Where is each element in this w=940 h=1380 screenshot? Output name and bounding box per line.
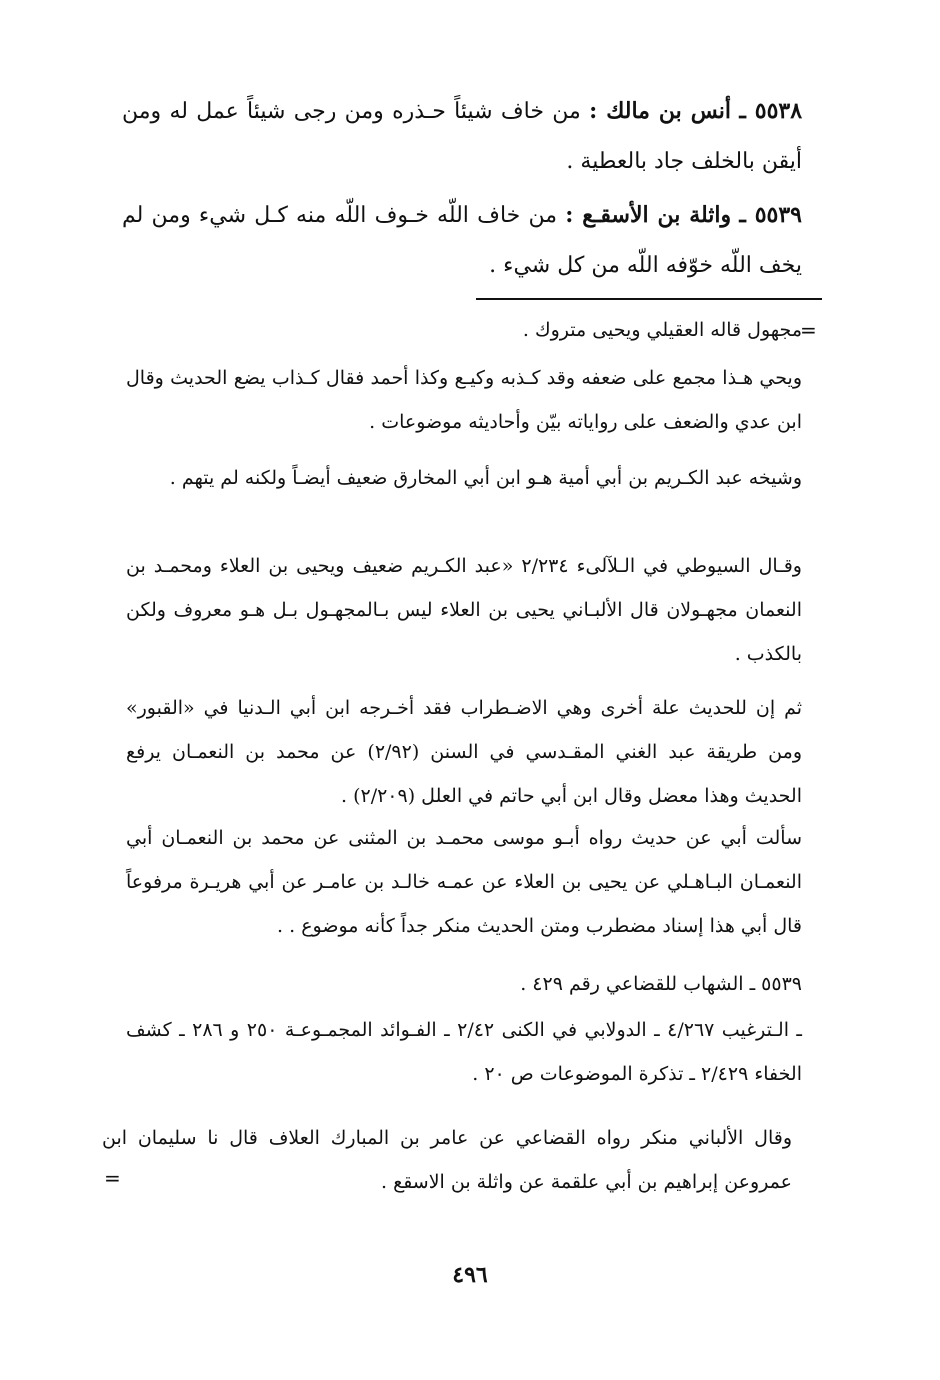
footnote-paragraph: مجهول قاله العقيلي ويحيى متروك . [522,319,802,341]
hadith-number: ٥٥٣٩ ـ [739,202,802,228]
page-number: ٤٩٦ [452,1262,488,1288]
footnote-paragraph: سألت أبي عن حديث رواه أبـو موسى محمـد بن المثنى عن محمد بن النعمـان أبي النعمـان البـاهـلي عن يحيى بن العلاء عن عمـه خالـد بن عامـر عن أبي هريـرة مرفوعاً قال أبي هذا إسناد مضطرب ومتن الحديث منكر جداً كأنه موضوع . . [126,827,802,937]
footnote-paragraph: وقال الألباني منكر رواه القضاعي عن عامر بن المبارك العلاف قال نا سليمان ابن عمروعن إبراهيم بن أبي علقمة عن واثلة بن الاسقع . [102,1127,792,1193]
hadith-narrator: أنس بن مالك : [589,98,732,124]
footnote-paragraph: ثم إن للحديث علة أخرى وهي الاضـطراب فقد أخـرجه ابن أبي الـدنيا في «القبور» ومن طريقة عبد الغني المقـدسي في السنن (٢/٩٢) عن محمد بن النعمـان يرفع الحديث وهذا معضل وقال ابن أبي حاتم في العلل (٢/٢٠٩) . [126,697,802,807]
hadith-text: من خاف اللّه خـوف اللّه منه كـل شيء ومن لم يخف اللّه خوّفه اللّه من كل شيء . [122,203,802,278]
continuation-mark-bottom: = [104,1166,121,1190]
footnote-paragraph: ٥٥٣٩ ـ الشهاب للقضاعي رقم ٤٢٩ . [520,973,802,995]
hadith-number: ٥٥٣٨ ـ [739,98,803,124]
hadith-entry-5538 [122,86,802,187]
footnote-paragraph: وشيخه عبد الكـريم بن أبي أمية هـو ابن أبي المخارق ضعيف أيضـاً ولكنه لم يتهم . [169,467,802,489]
continuation-mark-top: = [800,318,817,342]
hadith-text: من خاف شيئاً حـذره ومن رجى شيئاً عمل له ومن أيقن بالخلف جاد بالعطية . [122,99,802,174]
footnote-paragraph: ويحي هـذا مجمع على ضعفه وقد كـذبه وكيـع وكذا أحمد فقال كـذاب يضع الحديث وقال ابن عدي والضعف على رواياته بيّن وأحاديثه موضوعات . [126,367,802,433]
hadith-entry-5539 [122,190,802,291]
footnote-paragraph: وقـال السيوطي في الـلآلىء ٢/٢٣٤ «عبد الكـريم ضعيف ويحيى بن العلاء ومحمـد بن النعمان مجهـولان قال الألبـاني يحيى بن العلاء ليس بـالمجهـول بـل هـو معروف ولكن بالكذب . [126,555,802,665]
hadith-narrator: واثلة بن الأسقـع : [565,202,732,228]
footnote-paragraph: ـ الـترغيب ٤/٢٦٧ ـ الدولابي في الكنى ٢/٤٢ ـ الفـوائد المجمـوعـة ٢٥٠ و ٢٨٦ ـ كشف الخفاء ٢/٤٢٩ ـ تذكرة الموضوعات ص ٢٠ . [126,1019,802,1085]
footnote-separator [476,298,822,300]
